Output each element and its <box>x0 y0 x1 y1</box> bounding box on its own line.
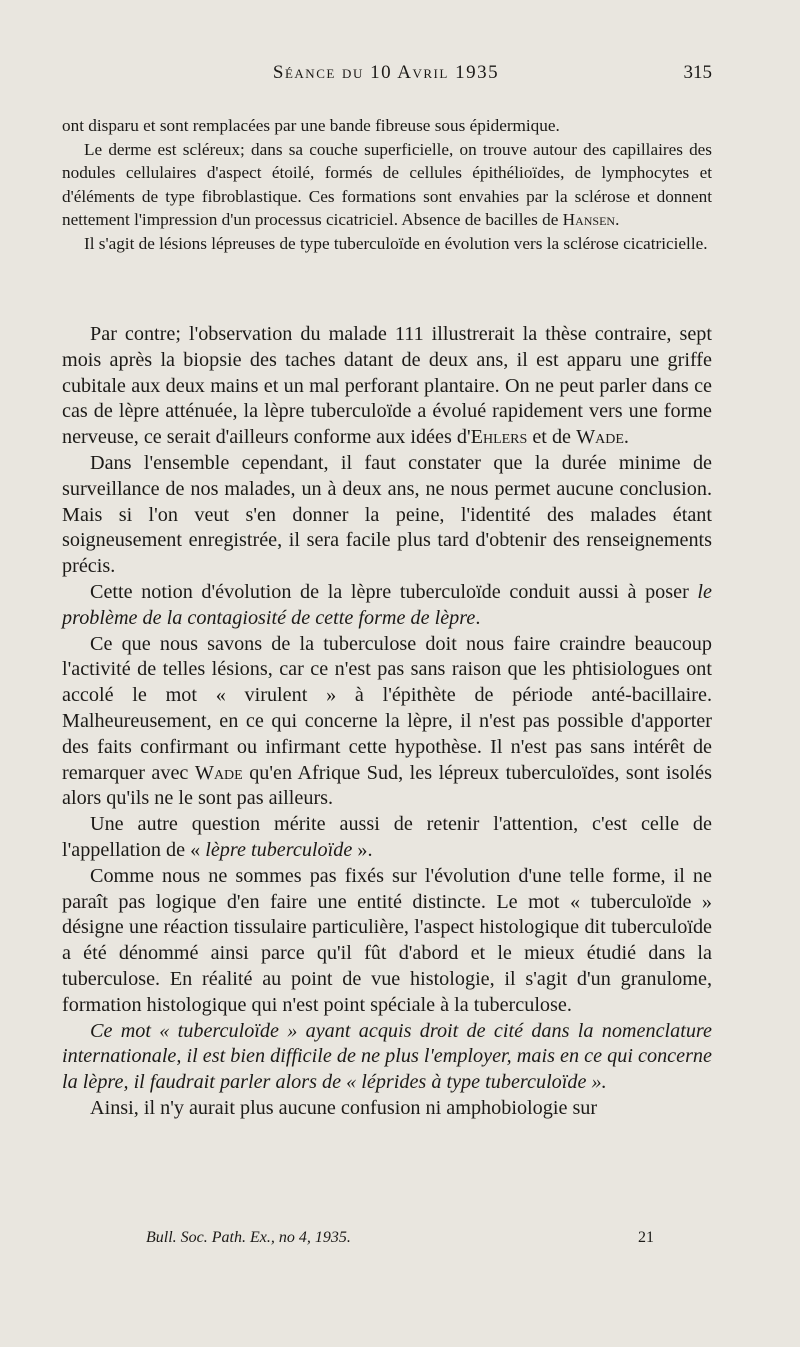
paragraph: ont disparu et sont remplacées par une bande fibreuse sous épidermique. <box>62 116 560 135</box>
paragraph: Il s'agit de lésions lépreuses de type tuberculoïde en évolution vers la sclérose cicatricielle. <box>84 233 708 253</box>
running-header <box>60 62 712 92</box>
author-name: Ehlers <box>470 426 528 449</box>
paragraph <box>62 632 712 813</box>
text-run: ». <box>352 838 373 861</box>
text-run: . <box>615 210 620 230</box>
author-name: Wade <box>194 761 243 784</box>
text-run: Le derme est scléreux; dans sa couche superficielle, on trouve autour des capillaires des nodules cellulaires d'aspect étoilé, formés de cellules épithélioïdes, de lymphocytes et d'éléments de type fibroblastique. Ces formations sont envahies par la sclérose et donnent nettement l'impression d'un processus cicatriciel. Absence de bacilles de <box>62 139 712 230</box>
author-name: Hansen <box>562 210 616 230</box>
text-run: Ce que nous savons de la tuberculose doit nous faire craindre beaucoup l'activité de telles lésions, car ce n'est pas sans raison que les phtisiologues ont accolé le mot « virulent » à l'épithète de période anté-bacillaire. Malheureusement, en ce qui concerne la lèpre, il n'est pas possible d'apporter des faits confirmant ou infirmant cette hypothèse. Il n'est pas sans intérêt de remarquer avec <box>62 632 712 784</box>
emphasis: lèpre tuberculoïde <box>205 838 353 861</box>
text-run: . <box>623 426 629 449</box>
running-title: Séance du 10 Avril 1935 <box>272 62 500 83</box>
text-run: . <box>475 606 481 629</box>
text-run: et de <box>527 426 577 449</box>
text-run: Une autre question mérite aussi de retenir l'attention, c'est celle de l'appellation de « <box>62 813 712 861</box>
signature-mark: 21 <box>638 1229 654 1246</box>
emphasis: le problème de la contagiosité de cette forme de lèpre <box>62 580 712 629</box>
paragraph: Comme nous ne sommes pas fixés sur l'évolution d'une telle forme, il ne paraît pas logique d'en faire une entité distincte. Le mot « tuberculoïde » désigne une réaction tissulaire particulière, l'aspect histologique dit tuberculoïde a été dénommé ainsi parce qu'il fût d'abord et le mieux étudié dans la tuberculose. En réalité au point de vue histologie, il s'agit d'un granulome, formation histologique qui n'est point spéciale à la tuberculose. <box>62 864 712 1016</box>
page-number: 315 <box>683 62 712 83</box>
small-print-section <box>62 114 712 256</box>
author-name: Wade <box>576 426 624 449</box>
paragraph <box>62 138 712 232</box>
text-run: Cette notion d'évolution de la lèpre tuberculoïde conduit aussi à poser <box>90 580 698 603</box>
paragraph <box>62 580 712 632</box>
paragraph: Dans l'ensemble cependant, il faut constater que la durée minime de surveillance de nos malades, un à deux ans, ne nous permet aucune conclusion. Mais si l'on veut s'en donner la peine, l'identité des malades étant soigneusement enregistrée, il sera facile plus tard d'obtenir des renseignements précis. <box>62 451 712 578</box>
text-run: Par contre; l'observation du malade 111 illustrerait la thèse contraire, sept mois après la biopsie des taches datant de deux ans, il est apparu une griffe cubitale aux deux mains et un mal perforant plantaire. On ne peut parler dans ce cas de lèpre atténuée, la lèpre tuberculoïde a évolué rapidement vers une forme nerveuse, ce serait d'ailleurs conforme aux idées d' <box>62 323 712 449</box>
paragraph <box>62 812 712 864</box>
paragraph: Ainsi, il n'y aurait plus aucune confusion ni amphobiologie sur <box>90 1096 598 1119</box>
paragraph <box>62 322 712 451</box>
body-section <box>62 322 712 1122</box>
journal-citation: Bull. Soc. Path. Ex., no 4, 1935. <box>146 1229 351 1246</box>
paragraph: Ce mot « tuberculoïde » ayant acquis droit de cité dans la nomenclature internationale, il est bien difficile de ne plus l'employer, mais en ce qui concerne la lèpre, il faudrait parler alors de « léprides à type tuberculoïde ». <box>62 1019 712 1094</box>
text-run: qu'en Afrique Sud, les lépreux tuberculoïdes, sont isolés alors qu'ils ne le sont pas ailleurs. <box>62 761 712 810</box>
